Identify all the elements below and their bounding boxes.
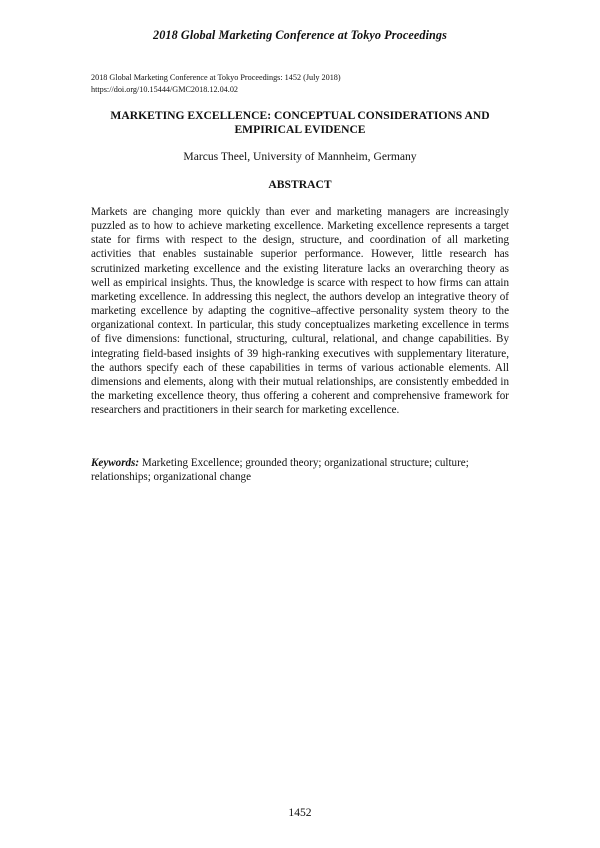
running-header: 2018 Global Marketing Conference at Tokyo Proceedings — [153, 28, 447, 42]
author-affiliation: Marcus Theel, University of Mannheim, Germany — [183, 150, 417, 163]
abstract-text: Markets are changing more quickly than ever and marketing managers are increasingly puzzled as to how to achieve marketing excellence. Marketing excellence represents a target state for firms with respect to the design, structure, and coordination of all marketing activities that enables sustainable superior performance. However, little research has scrutinized marketing excellence and the existing literature lacks an overarching theory as well as empirical insights. Thus, the knowledge is scarce with respect to how firms can attain marketing excellence. In addressing this neglect, the authors develop an integrative theory of marketing excellence by adapting the cognitive–affective personality system theory to the organizational context. In particular, this study conceptualizes marketing excellence in terms of five dimensions: functional, structuring, cultural, relational, and change capabilities. By integrating field-based insights of 39 high-ranking executives with supplementary literature, the authors specify each of these capabilities in terms of various actionable elements. All dimensions and elements, along with their mutual relationships, are consistently embedded in the marketing excellence theory, thus offering a coherent and comprehensive framework for researchers and practitioners in their search for marketing excellence. — [91, 206, 509, 417]
keywords-list: Marketing Excellence; grounded theory; organizational structure; culture; relationships; organizational change — [91, 457, 469, 484]
paper-title: MARKETING EXCELLENCE: CONCEPTUAL CONSIDERATIONS AND EMPIRICAL EVIDENCE — [110, 109, 490, 136]
keywords-label: Keywords: — [91, 457, 140, 469]
doi-link[interactable]: https://doi.org/10.15444/GMC2018.12.04.02 — [91, 85, 239, 94]
abstract-heading: ABSTRACT — [268, 178, 332, 191]
citation-block — [91, 72, 341, 96]
citation-line: 2018 Global Marketing Conference at Tokyo Proceedings: 1452 (July 2018) — [91, 73, 341, 82]
page-number: 1452 — [288, 806, 312, 819]
keywords-paragraph — [91, 456, 509, 484]
